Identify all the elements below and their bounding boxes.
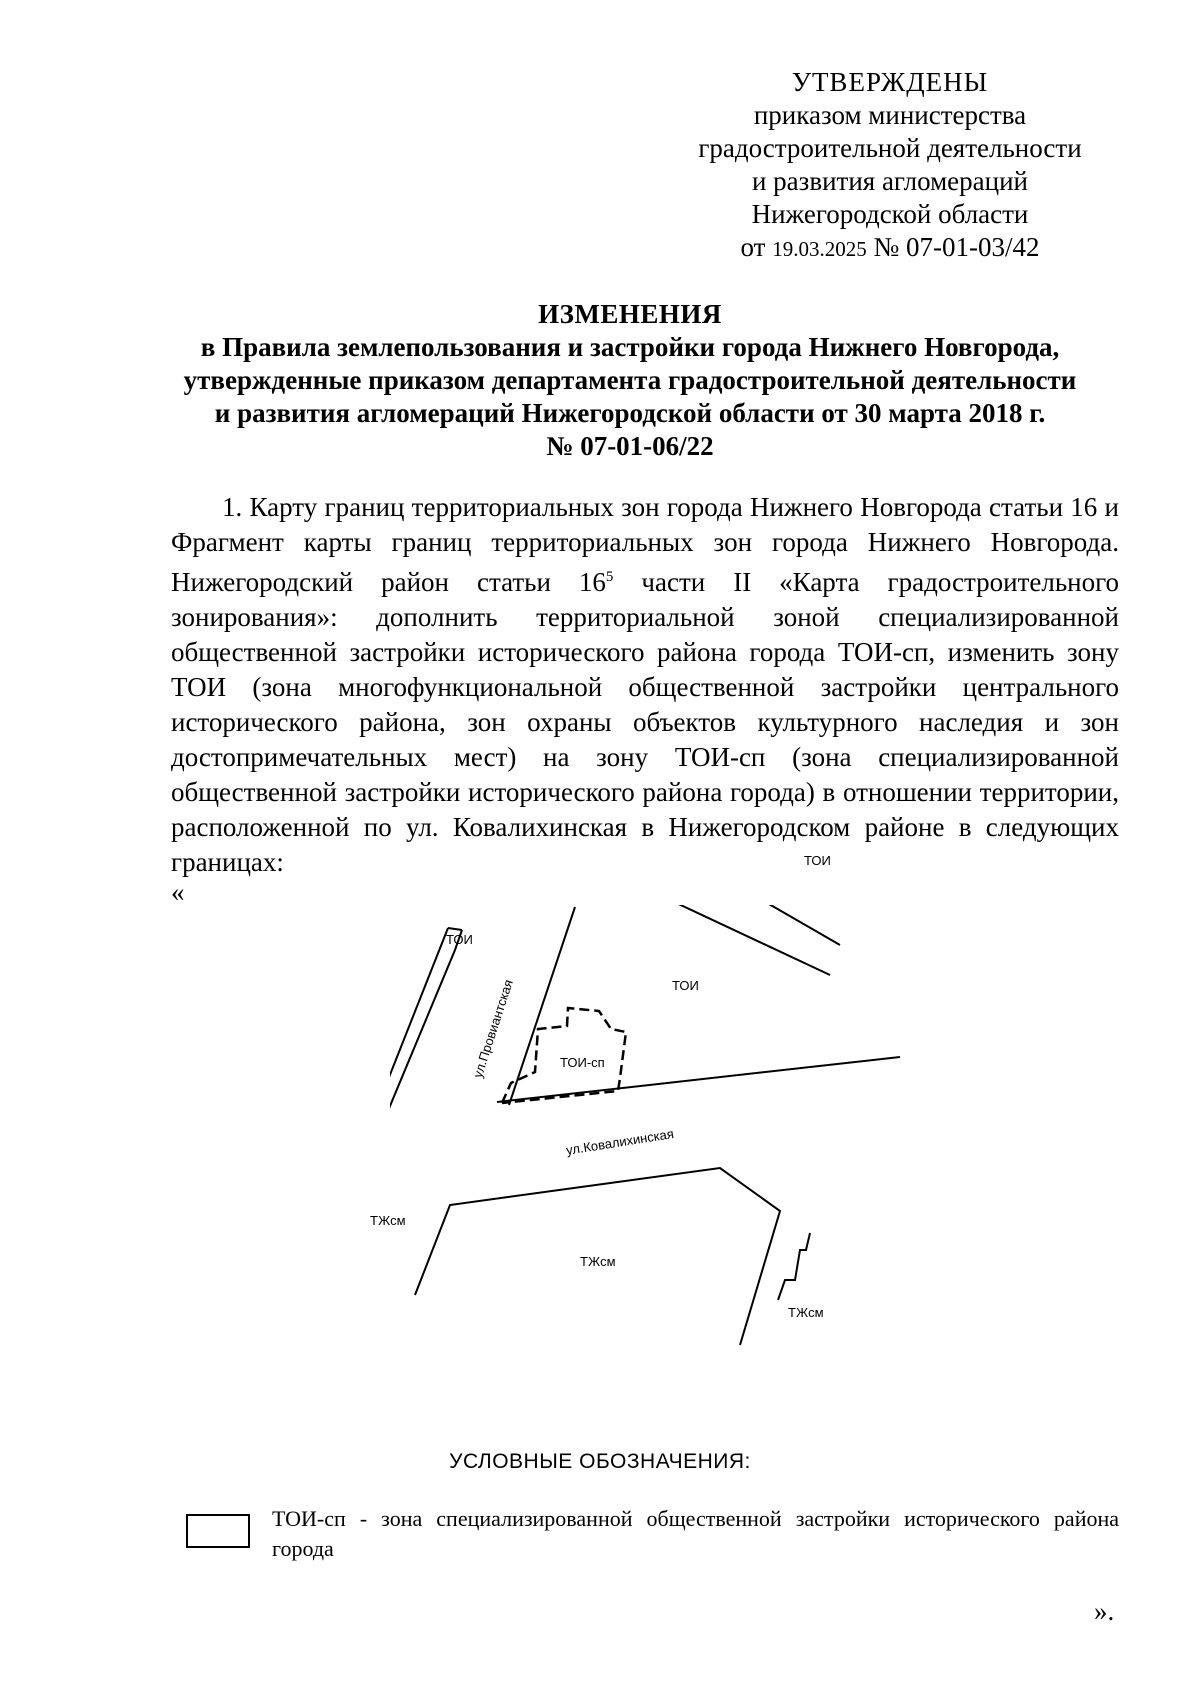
street-edge — [390, 928, 448, 1100]
label-toi-left: ТОИ — [446, 932, 473, 947]
approval-line: градостроительной деятельности — [698, 133, 1082, 163]
paragraph-text-part2: части II «Карта градостроительного зонирования»: дополнить территориальной зоной специализированной общественной застройки исторического района города ТОИ-сп, изменить зону ТОИ (зона многофункциональной общественной застройки центрального исторического района, зон охраны объектов культурного наследия и зон достопримечательных мест) на зону ТОИ-сп (зона специализированной общественной застройки исторического района города) в отношении территории, расположенной по ул. Ковалихинская в Нижегородском районе в следующих границах: — [171, 567, 1120, 877]
approval-from: от — [740, 232, 766, 262]
approval-date-line — [660, 231, 1120, 266]
approval-stamp — [660, 66, 1120, 266]
zoning-map — [370, 853, 910, 1445]
approval-line: Нижегородской области — [751, 199, 1029, 229]
opening-quote: « — [171, 877, 185, 907]
map-drawing — [390, 905, 910, 1445]
approval-date: 19.03.2025 — [772, 237, 867, 261]
label-toi-right: ТОИ — [672, 978, 699, 993]
approval-line: приказом министерства — [753, 100, 1027, 130]
label-street-proviantskaya: ул.Провиантская — [470, 977, 516, 1080]
label-tzhsm-right: ТЖсм — [788, 1305, 824, 1320]
title-heading: ИЗМЕНЕНИЯ — [538, 299, 722, 329]
approval-title: УТВЕРЖДЕНЫ — [791, 67, 989, 97]
title-line: в Правила землепользования и застройки города Нижнего Новгорода, — [200, 332, 1060, 362]
title-line: № 07-01-06/22 — [546, 431, 714, 461]
zone-boundary — [778, 1233, 810, 1300]
street-edge — [497, 1057, 900, 1102]
closing-quote: ». — [1094, 1596, 1115, 1626]
label-toi-sp: ТОИ-сп — [560, 1055, 605, 1070]
paragraph-text-part1: 1. Карту границ территориальных зон города Нижнего Новгорода статьи 16 и Фрагмент карты границ территориальных зон города Нижнего Новгорода. Нижегородский район статьи 16 — [171, 492, 1119, 597]
paragraph-superscript: 5 — [605, 569, 614, 585]
label-street-kovalikhinskaya: ул.Ковалихинская — [565, 1125, 675, 1158]
document-title — [150, 298, 1110, 463]
label-toi-top-right: ТОИ — [804, 853, 831, 868]
legend-symbol-box — [186, 1514, 250, 1548]
street-edge — [509, 907, 575, 1105]
zone-boundary — [670, 905, 830, 975]
zone-boundary — [762, 905, 840, 945]
street-edge — [448, 928, 462, 930]
approval-line: и развития агломераций — [751, 166, 1028, 196]
approval-number: № 07-01-03/42 — [873, 232, 1040, 262]
title-line: утвержденные приказом департамента градостроительной деятельности — [183, 365, 1077, 395]
legend-item-text: ТОИ-сп - зона специализированной общественной застройки исторического района города — [272, 1506, 1119, 1561]
legend-title: УСЛОВНЫЕ ОБОЗНАЧЕНИЯ: — [449, 1450, 751, 1473]
street-edge — [390, 950, 455, 1130]
label-tzhsm-left: ТЖсм — [370, 1213, 406, 1228]
title-line: и развития агломераций Нижегородской области от 30 марта 2018 г. — [214, 398, 1046, 428]
body-paragraph — [171, 490, 1119, 880]
label-tzhsm-center: ТЖсм — [580, 1254, 616, 1269]
